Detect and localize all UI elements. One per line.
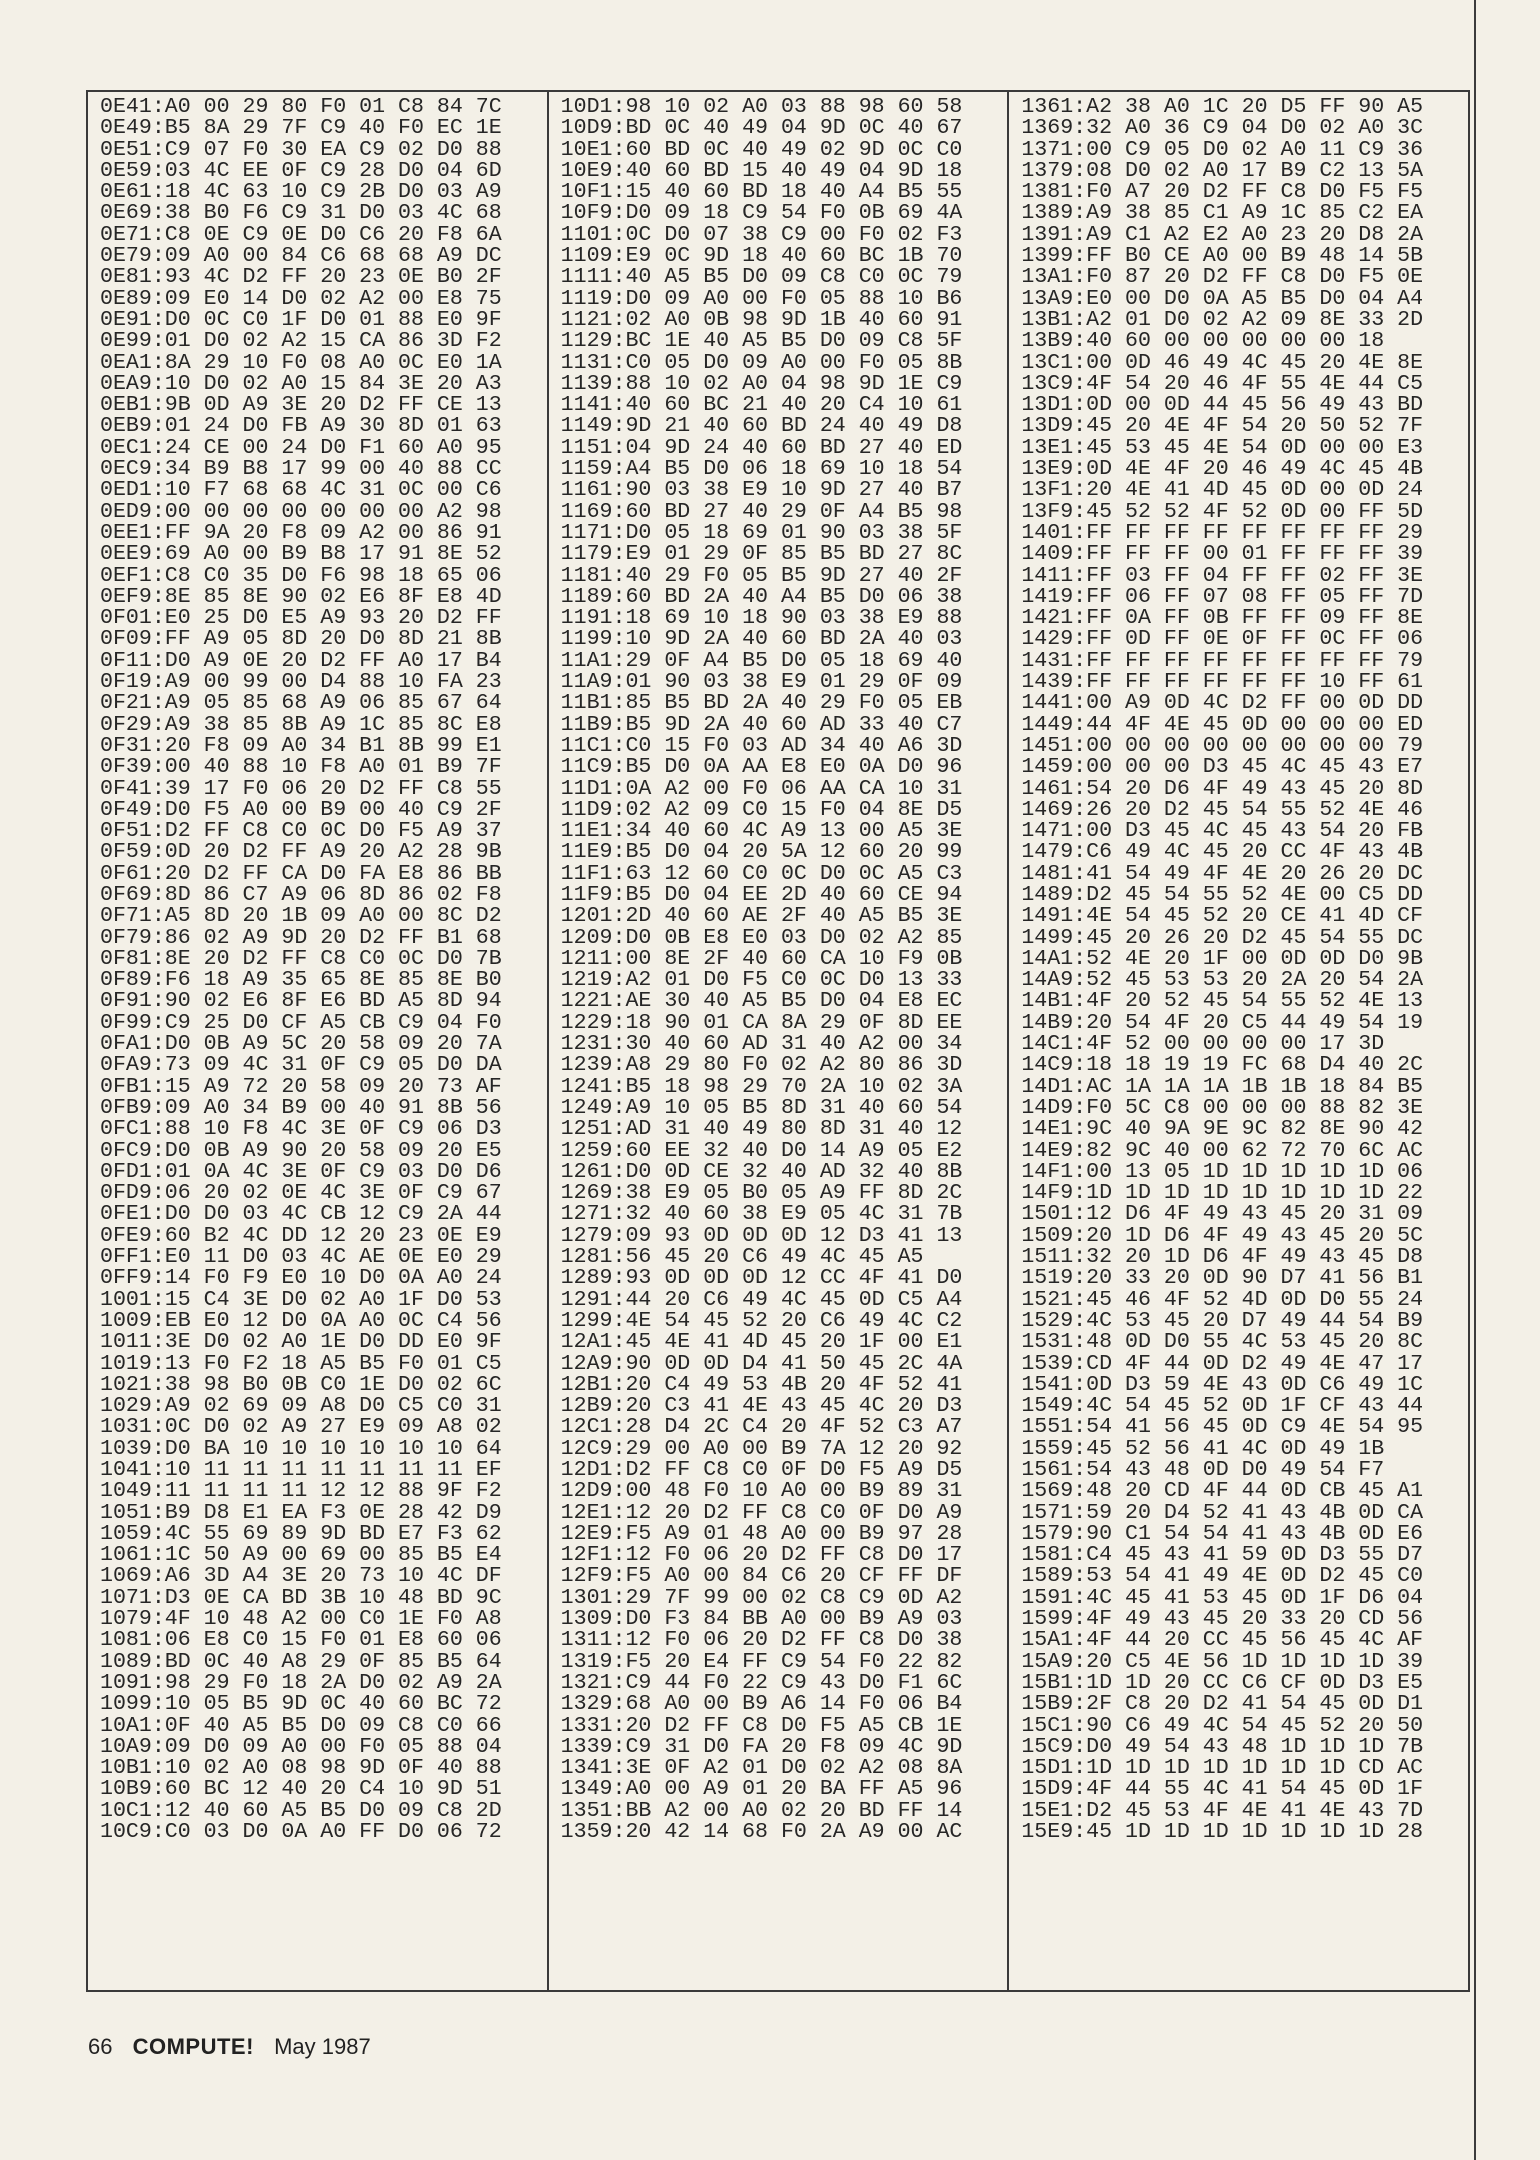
listing-line: 1091:98 29 F0 18 2A D0 02 A9 2A xyxy=(100,1670,502,1695)
listing-line: 14F9:1D 1D 1D 1D 1D 1D 1D 1D 22 xyxy=(1021,1181,1424,1206)
listing-line: 1429:FF 0D FF 0E 0F FF 0C FF 06 xyxy=(1021,627,1424,652)
listing-line: 13A9:E0 00 D0 0A A5 B5 D0 04 A4 xyxy=(1021,286,1424,311)
listing-line: 15B9:2F C8 20 D2 41 54 45 0D D1 xyxy=(1021,1692,1424,1717)
listing-line: 1571:59 20 D4 52 41 43 4B 0D CA xyxy=(1021,1500,1424,1525)
listing-line: 0ED9:00 00 00 00 00 00 00 A2 98 xyxy=(100,499,502,524)
listing-line: 0E99:01 D0 02 A2 15 CA 86 3D F2 xyxy=(100,329,502,354)
listing-line: 10D1:98 10 02 A0 03 88 98 60 58 xyxy=(560,95,963,119)
listing-line: 10B1:10 02 A0 08 98 9D 0F 40 88 xyxy=(100,1756,502,1781)
listing-line: 15D1:1D 1D 1D 1D 1D 1D 1D CD AC xyxy=(1021,1756,1424,1781)
listing-line: 0E59:03 4C EE 0F C9 28 D0 04 6D xyxy=(100,158,502,183)
listing-line: 1301:29 7F 99 00 02 C8 C9 0D A2 xyxy=(560,1585,963,1610)
listing-line: 11B9:B5 9D 2A 40 60 AD 33 40 C7 xyxy=(560,712,963,737)
listing-line: 1151:04 9D 24 40 60 BD 27 40 ED xyxy=(560,435,963,460)
listing-line: 1229:18 90 01 CA 8A 29 0F 8D EE xyxy=(560,1010,963,1035)
listing-line: 11F9:B5 D0 04 EE 2D 40 60 CE 94 xyxy=(560,882,963,907)
listing-line: 10F9:D0 09 18 C9 54 F0 0B 69 4A xyxy=(560,201,963,226)
listing-line: 1081:06 E8 C0 15 F0 01 E8 60 06 xyxy=(100,1628,502,1653)
listing-line: 0FE1:D0 D0 03 4C CB 12 C9 2A 44 xyxy=(100,1202,502,1227)
listing-line: 1391:A9 C1 A2 E2 A0 23 20 D8 2A xyxy=(1021,222,1424,247)
listing-line: 1449:44 4F 4E 45 0D 00 00 00 ED xyxy=(1021,712,1424,737)
listing-line: 1319:F5 20 E4 FF C9 54 F0 22 82 xyxy=(560,1649,963,1674)
listing-line: 1189:60 BD 2A 40 A4 B5 D0 06 38 xyxy=(560,584,963,609)
listing-line: 13C1:00 0D 46 49 4C 45 20 4E 8E xyxy=(1021,350,1424,375)
listing-line: 14D1:AC 1A 1A 1A 1B 1B 18 84 B5 xyxy=(1021,1074,1424,1099)
page-edge-rule xyxy=(1474,0,1476,2160)
listing-line: 0E41:A0 00 29 80 F0 01 C8 84 7C xyxy=(100,95,502,119)
listing-line: 12C1:28 D4 2C C4 20 4F 52 C3 A7 xyxy=(560,1415,963,1440)
listing-line: 1239:A8 29 80 F0 02 A2 80 86 3D xyxy=(560,1053,963,1078)
listing-line: 0F49:D0 F5 A0 00 B9 00 40 C9 2F xyxy=(100,797,502,822)
listing-line: 1369:32 A0 36 C9 04 D0 02 A0 3C xyxy=(1021,116,1424,141)
listing-line: 1259:60 EE 32 40 D0 14 A9 05 E2 xyxy=(560,1138,963,1163)
listing-line: 1059:4C 55 69 89 9D BD E7 F3 62 xyxy=(100,1521,502,1546)
listing-line: 13D9:45 20 4E 4F 54 20 50 52 7F xyxy=(1021,414,1424,439)
listing-line: 1079:4F 10 48 A2 00 C0 1E F0 A8 xyxy=(100,1607,502,1632)
listing-line: 1411:FF 03 FF 04 FF FF 02 FF 3E xyxy=(1021,563,1424,588)
listing-line: 12A9:90 0D 0D D4 41 50 45 2C 4A xyxy=(560,1351,963,1376)
listing-line: 1199:10 9D 2A 40 60 BD 2A 40 03 xyxy=(560,627,963,652)
listing-line: 1561:54 43 48 0D D0 49 54 F7 xyxy=(1021,1458,1385,1482)
listing-line: 1299:4E 54 45 52 20 C6 49 4C C2 xyxy=(560,1308,963,1333)
listing-line: 0F89:F6 18 A9 35 65 8E 85 8E B0 xyxy=(100,968,502,993)
listing-line: 1509:20 1D D6 4F 49 43 45 20 5C xyxy=(1021,1223,1424,1248)
listing-line: 1489:D2 45 54 55 52 4E 00 C5 DD xyxy=(1021,882,1424,907)
listing-line: 1169:60 BD 27 40 29 0F A4 B5 98 xyxy=(560,499,963,524)
listing-line: 1309:D0 F3 84 BB A0 00 B9 A9 03 xyxy=(560,1607,963,1632)
listing-line: 11C1:C0 15 F0 03 AD 34 40 A6 3D xyxy=(560,733,963,758)
listing-line: 10A1:0F 40 A5 B5 D0 09 C8 C0 66 xyxy=(100,1713,502,1738)
listing-line: 1019:13 F0 F2 18 A5 B5 F0 01 C5 xyxy=(100,1351,502,1376)
listing-line: 11A1:29 0F A4 B5 D0 05 18 69 40 xyxy=(560,648,963,673)
listing-line: 0F29:A9 38 85 8B A9 1C 85 8C E8 xyxy=(100,712,502,737)
listing-line: 1111:40 A5 B5 D0 09 C8 C0 0C 79 xyxy=(560,265,963,290)
issue-date: May 1987 xyxy=(274,2034,371,2059)
listing-line: 1139:88 10 02 A0 04 98 9D 1E C9 xyxy=(560,371,963,396)
listing-line: 10B9:60 BC 12 40 20 C4 10 9D 51 xyxy=(100,1777,502,1802)
listing-line: 1599:4F 49 43 45 20 33 20 CD 56 xyxy=(1021,1607,1424,1632)
listing-line: 11E9:B5 D0 04 20 5A 12 60 20 99 xyxy=(560,840,963,865)
listing-line: 0FA1:D0 0B A9 5C 20 58 09 20 7A xyxy=(100,1032,502,1057)
listing-line: 1381:F0 A7 20 D2 FF C8 D0 F5 F5 xyxy=(1021,180,1424,205)
listing-line: 1341:3E 0F A2 01 D0 02 A2 08 8A xyxy=(560,1756,963,1781)
listing-line: 11B1:85 B5 BD 2A 40 29 F0 05 EB xyxy=(560,691,963,716)
listing-line: 1159:A4 B5 D0 06 18 69 10 18 54 xyxy=(560,457,963,482)
listing-line: 11D9:02 A2 09 C0 15 F0 04 8E D5 xyxy=(560,797,963,822)
listing-line: 0E81:93 4C D2 FF 20 23 0E B0 2F xyxy=(100,265,502,290)
listing-line: 10C1:12 40 60 A5 B5 D0 09 C8 2D xyxy=(100,1798,502,1823)
listing-line: 1109:E9 0C 9D 18 40 60 BC 1B 70 xyxy=(560,244,963,269)
listing-line: 0F81:8E 20 D2 FF C8 C0 0C D0 7B xyxy=(100,946,502,971)
listing-line: 0F11:D0 A9 0E 20 D2 FF A0 17 B4 xyxy=(100,648,502,673)
listing-line: 1289:93 0D 0D 0D 12 CC 4F 41 D0 xyxy=(560,1266,963,1291)
listing-line: 1589:53 54 41 49 4E 0D D2 45 C0 xyxy=(1021,1564,1424,1589)
listing-line: 1409:FF FF FF 00 01 FF FF FF 39 xyxy=(1021,542,1424,567)
page-footer xyxy=(88,2034,371,2060)
listing-line: 1121:02 A0 0B 98 9D 1B 40 60 91 xyxy=(560,307,963,332)
listing-line: 0FC9:D0 0B A9 90 20 58 09 20 E5 xyxy=(100,1138,502,1163)
listing-line: 1461:54 20 D6 4F 49 43 45 20 8D xyxy=(1021,776,1424,801)
listing-line: 1029:A9 02 69 09 A8 D0 C5 C0 31 xyxy=(100,1394,502,1419)
listing-line: 0F19:A9 00 99 00 D4 88 10 FA 23 xyxy=(100,670,502,695)
listing-line: 1069:A6 3D A4 3E 20 73 10 4C DF xyxy=(100,1564,502,1589)
listing-line: 0FD1:01 0A 4C 3E 0F C9 03 D0 D6 xyxy=(100,1159,502,1184)
listing-line: 10C9:C0 03 D0 0A A0 FF D0 06 72 xyxy=(100,1820,502,1845)
listing-line: 1031:0C D0 02 A9 27 E9 09 A8 02 xyxy=(100,1415,502,1440)
listing-line: 1349:A0 00 A9 01 20 BA FF A5 96 xyxy=(560,1777,963,1802)
listing-line: 1179:E9 01 29 0F 85 B5 BD 27 8C xyxy=(560,542,963,567)
listing-line: 14A9:52 45 53 53 20 2A 20 54 2A xyxy=(1021,968,1424,993)
listing-line: 1279:09 93 0D 0D 0D 12 D3 41 13 xyxy=(560,1223,963,1248)
listing-line: 1251:AD 31 40 49 80 8D 31 40 12 xyxy=(560,1117,963,1142)
listing-line: 1221:AE 30 40 A5 B5 D0 04 E8 EC xyxy=(560,989,963,1014)
listing-line: 1529:4C 53 45 20 D7 49 44 54 B9 xyxy=(1021,1308,1424,1333)
listing-line: 0ED1:10 F7 68 68 4C 31 0C 00 C6 xyxy=(100,478,502,503)
listing-line: 1579:90 C1 54 54 41 43 4B 0D E6 xyxy=(1021,1521,1424,1546)
listing-line: 1219:A2 01 D0 F5 C0 0C D0 13 33 xyxy=(560,968,963,993)
listing-line: 13A1:F0 87 20 D2 FF C8 D0 F5 0E xyxy=(1021,265,1424,290)
listing-line: 14D9:F0 5C C8 00 00 00 88 82 3E xyxy=(1021,1095,1424,1120)
listing-line: 1401:FF FF FF FF FF FF FF FF 29 xyxy=(1021,520,1424,545)
listing-line: 1399:FF B0 CE A0 00 B9 48 14 5B xyxy=(1021,244,1424,269)
listing-line: 0FB1:15 A9 72 20 58 09 20 73 AF xyxy=(100,1074,502,1099)
listing-line: 1001:15 C4 3E D0 02 A0 1F D0 53 xyxy=(100,1287,502,1312)
listing-line: 0E61:18 4C 63 10 C9 2B D0 03 A9 xyxy=(100,180,502,205)
listing-line: 0FB9:09 A0 34 B9 00 40 91 8B 56 xyxy=(100,1095,502,1120)
listing-line: 1051:B9 D8 E1 EA F3 0E 28 42 D9 xyxy=(100,1500,502,1525)
listing-line: 1021:38 98 B0 0B C0 1E D0 02 6C xyxy=(100,1372,502,1397)
listing-line: 1271:32 40 60 38 E9 05 4C 31 7B xyxy=(560,1202,963,1227)
listing-line: 0F79:86 02 A9 9D 20 D2 FF B1 68 xyxy=(100,925,502,950)
listing-line: 13F9:45 52 52 4F 52 0D 00 FF 5D xyxy=(1021,499,1424,524)
listing-line: 12B9:20 C3 41 4E 43 45 4C 20 D3 xyxy=(560,1394,963,1419)
listing-line: 1269:38 E9 05 B0 05 A9 FF 8D 2C xyxy=(560,1181,963,1206)
program-listing xyxy=(86,90,1470,1992)
listing-line: 0F99:C9 25 D0 CF A5 CB C9 04 F0 xyxy=(100,1010,502,1035)
listing-line: 1539:CD 4F 44 0D D2 49 4E 47 17 xyxy=(1021,1351,1424,1376)
listing-line: 1389:A9 38 85 C1 A9 1C 85 C2 EA xyxy=(1021,201,1424,226)
listing-line: 1479:C6 49 4C 45 20 CC 4F 43 4B xyxy=(1021,840,1424,865)
listing-line: 1521:45 46 4F 52 4D 0D D0 55 24 xyxy=(1021,1287,1424,1312)
listing-line: 1331:20 D2 FF C8 D0 F5 A5 CB 1E xyxy=(560,1713,963,1738)
listing-line: 12D9:00 48 F0 10 A0 00 B9 89 31 xyxy=(560,1479,963,1504)
listing-line: 1439:FF FF FF FF FF FF 10 FF 61 xyxy=(1021,670,1424,695)
listing-line: 1559:45 52 56 41 4C 0D 49 1B xyxy=(1021,1436,1385,1461)
listing-line: 1421:FF 0A FF 0B FF FF 09 FF 8E xyxy=(1021,606,1424,631)
listing-line: 1061:1C 50 A9 00 69 00 85 B5 E4 xyxy=(100,1543,502,1568)
listing-line: 15A9:20 C5 4E 56 1D 1D 1D 1D 39 xyxy=(1021,1649,1424,1674)
listing-line: 0F21:A9 05 85 68 A9 06 85 67 64 xyxy=(100,691,502,716)
listing-line: 1519:20 33 20 0D 90 D7 41 56 B1 xyxy=(1021,1266,1424,1291)
listing-line: 12D1:D2 FF C8 C0 0F D0 F5 A9 D5 xyxy=(560,1458,963,1482)
listing-line: 14E1:9C 40 9A 9E 9C 82 8E 90 42 xyxy=(1021,1117,1424,1142)
listing-line: 0EA9:10 D0 02 A0 15 84 3E 20 A3 xyxy=(100,371,502,396)
listing-line: 1009:EB E0 12 D0 0A A0 0C C4 56 xyxy=(100,1308,502,1333)
listing-line: 1071:D3 0E CA BD 3B 10 48 BD 9C xyxy=(100,1585,502,1610)
listing-line: 1131:C0 05 D0 09 A0 00 F0 05 8B xyxy=(560,350,963,375)
listing-line: 0F69:8D 86 C7 A9 06 8D 86 02 F8 xyxy=(100,882,502,907)
listing-line: 0FA9:73 09 4C 31 0F C9 05 D0 DA xyxy=(100,1053,502,1078)
listing-line: 1541:0D D3 59 4E 43 0D C6 49 1C xyxy=(1021,1372,1424,1397)
listing-line: 12C9:29 00 A0 00 B9 7A 12 20 92 xyxy=(560,1436,963,1461)
listing-line: 0EF1:C8 C0 35 D0 F6 98 18 65 06 xyxy=(100,563,502,588)
listing-line: 1011:3E D0 02 A0 1E D0 DD E0 9F xyxy=(100,1330,502,1355)
listing-line: 15C9:D0 49 54 43 48 1D 1D 1D 7B xyxy=(1021,1734,1424,1759)
listing-line: 14E9:82 9C 40 00 62 72 70 6C AC xyxy=(1021,1138,1424,1163)
listing-line: 1249:A9 10 05 B5 8D 31 40 60 54 xyxy=(560,1095,963,1120)
listing-line: 1581:C4 45 43 41 59 0D D3 55 D7 xyxy=(1021,1543,1424,1568)
listing-line: 1469:26 20 D2 45 54 55 52 4E 46 xyxy=(1021,797,1424,822)
listing-column-2 xyxy=(547,92,1008,1990)
listing-line: 0EA1:8A 29 10 F0 08 A0 0C E0 1A xyxy=(100,350,502,375)
listing-line: 13C9:4F 54 20 46 4F 55 4E 44 C5 xyxy=(1021,371,1424,396)
listing-line: 1551:54 41 56 45 0D C9 4E 54 95 xyxy=(1021,1415,1424,1440)
listing-line: 12A1:45 4E 41 4D 45 20 1F 00 E1 xyxy=(560,1330,963,1355)
listing-line: 0F59:0D 20 D2 FF A9 20 A2 28 9B xyxy=(100,840,502,865)
listing-line: 1499:45 20 26 20 D2 45 54 55 DC xyxy=(1021,925,1424,950)
listing-line: 1511:32 20 1D D6 4F 49 43 45 D8 xyxy=(1021,1245,1424,1270)
listing-line: 11A9:01 90 03 38 E9 01 29 0F 09 xyxy=(560,670,963,695)
listing-line: 15B1:1D 1D 20 CC C6 CF 0D D3 E5 xyxy=(1021,1670,1424,1695)
listing-line: 0E79:09 A0 00 84 C6 68 68 A9 DC xyxy=(100,244,502,269)
listing-line: 0E51:C9 07 F0 30 EA C9 02 D0 88 xyxy=(100,137,502,162)
listing-line: 1379:08 D0 02 A0 17 B9 C2 13 5A xyxy=(1021,158,1424,183)
listing-line: 0EC9:34 B9 B8 17 99 00 40 88 CC xyxy=(100,457,502,482)
listing-line: 0F39:00 40 88 10 F8 A0 01 B9 7F xyxy=(100,755,502,780)
listing-line: 1351:BB A2 00 A0 02 20 BD FF 14 xyxy=(560,1798,963,1823)
listing-line: 1101:0C D0 07 38 C9 00 F0 02 F3 xyxy=(560,222,963,247)
listing-line: 1501:12 D6 4F 49 43 45 20 31 09 xyxy=(1021,1202,1424,1227)
listing-line: 1039:D0 BA 10 10 10 10 10 10 64 xyxy=(100,1436,502,1461)
listing-line: 1281:56 45 20 C6 49 4C 45 A5 xyxy=(560,1245,924,1270)
listing-line: 1441:00 A9 0D 4C D2 FF 00 0D DD xyxy=(1021,691,1424,716)
listing-line: 1119:D0 09 A0 00 F0 05 88 10 B6 xyxy=(560,286,963,311)
listing-column-1 xyxy=(88,92,547,1990)
listing-line: 13E1:45 53 45 4E 54 0D 00 00 E3 xyxy=(1021,435,1424,460)
listing-line: 10D9:BD 0C 40 49 04 9D 0C 40 67 xyxy=(560,116,963,141)
listing-line: 12E9:F5 A9 01 48 A0 00 B9 97 28 xyxy=(560,1521,963,1546)
listing-line: 14A1:52 4E 20 1F 00 0D 0D D0 9B xyxy=(1021,946,1424,971)
listing-line: 1361:A2 38 A0 1C 20 D5 FF 90 A5 xyxy=(1021,95,1424,119)
listing-line: 1149:9D 21 40 60 BD 24 40 49 D8 xyxy=(560,414,963,439)
magazine-name: COMPUTE! xyxy=(132,2034,254,2059)
listing-line: 1141:40 60 BC 21 40 20 C4 10 61 xyxy=(560,393,963,418)
listing-line: 1181:40 29 F0 05 B5 9D 27 40 2F xyxy=(560,563,963,588)
listing-line: 10E1:60 BD 0C 40 49 02 9D 0C C0 xyxy=(560,137,963,162)
listing-line: 0FC1:88 10 F8 4C 3E 0F C9 06 D3 xyxy=(100,1117,502,1142)
listing-line: 15C1:90 C6 49 4C 54 45 52 20 50 xyxy=(1021,1713,1424,1738)
listing-line: 1099:10 05 B5 9D 0C 40 60 BC 72 xyxy=(100,1692,502,1717)
listing-line: 1451:00 00 00 00 00 00 00 00 79 xyxy=(1021,733,1424,758)
listing-line: 1591:4C 45 41 53 45 0D 1F D6 04 xyxy=(1021,1585,1424,1610)
listing-line: 1209:D0 0B E8 E0 03 D0 02 A2 85 xyxy=(560,925,963,950)
listing-line: 13D1:0D 00 0D 44 45 56 49 43 BD xyxy=(1021,393,1424,418)
listing-line: 1371:00 C9 05 D0 02 A0 11 C9 36 xyxy=(1021,137,1424,162)
listing-line: 15E1:D2 45 53 4F 4E 41 4E 43 7D xyxy=(1021,1798,1424,1823)
listing-line: 0FE9:60 B2 4C DD 12 20 23 0E E9 xyxy=(100,1223,502,1248)
listing-line: 14B9:20 54 4F 20 C5 44 49 54 19 xyxy=(1021,1010,1424,1035)
listing-line: 1231:30 40 60 AD 31 40 A2 00 34 xyxy=(560,1032,963,1057)
listing-line: 0EE1:FF 9A 20 F8 09 A2 00 86 91 xyxy=(100,520,502,545)
listing-line: 1291:44 20 C6 49 4C 45 0D C5 A4 xyxy=(560,1287,963,1312)
listing-line: 1569:48 20 CD 4F 44 0D CB 45 A1 xyxy=(1021,1479,1424,1504)
listing-line: 0E49:B5 8A 29 7F C9 40 F0 EC 1E xyxy=(100,116,502,141)
listing-line: 1041:10 11 11 11 11 11 11 11 EF xyxy=(100,1458,502,1482)
listing-line: 1171:D0 05 18 69 01 90 03 38 5F xyxy=(560,520,963,545)
listing-line: 1419:FF 06 FF 07 08 FF 05 FF 7D xyxy=(1021,584,1424,609)
listing-line: 0E91:D0 0C C0 1F D0 01 88 E0 9F xyxy=(100,307,502,332)
listing-line: 1329:68 A0 00 B9 A6 14 F0 06 B4 xyxy=(560,1692,963,1717)
listing-line: 13B9:40 60 00 00 00 00 00 18 xyxy=(1021,329,1385,354)
listing-line: 14B1:4F 20 52 45 54 55 52 4E 13 xyxy=(1021,989,1424,1014)
listing-line: 0F61:20 D2 FF CA D0 FA E8 86 BB xyxy=(100,861,502,886)
listing-line: 0F71:A5 8D 20 1B 09 A0 00 8C D2 xyxy=(100,904,502,929)
listing-line: 1549:4C 54 45 52 0D 1F CF 43 44 xyxy=(1021,1394,1424,1419)
listing-line: 0EC1:24 CE 00 24 D0 F1 60 A0 95 xyxy=(100,435,502,460)
listing-line: 1459:00 00 00 D3 45 4C 45 43 E7 xyxy=(1021,755,1424,780)
listing-line: 13B1:A2 01 D0 02 A2 09 8E 33 2D xyxy=(1021,307,1424,332)
listing-line: 1241:B5 18 98 29 70 2A 10 02 3A xyxy=(560,1074,963,1099)
listing-line: 0F31:20 F8 09 A0 34 B1 8B 99 E1 xyxy=(100,733,502,758)
listing-line: 1471:00 D3 45 4C 45 43 54 20 FB xyxy=(1021,819,1424,844)
listing-line: 0F01:E0 25 D0 E5 A9 93 20 D2 FF xyxy=(100,606,502,631)
listing-line: 1049:11 11 11 11 12 12 88 9F F2 xyxy=(100,1479,502,1504)
listing-line: 12F9:F5 A0 00 84 C6 20 CF FF DF xyxy=(560,1564,963,1589)
listing-line: 0F91:90 02 E6 8F E6 BD A5 8D 94 xyxy=(100,989,502,1014)
listing-line: 11D1:0A A2 00 F0 06 AA CA 10 31 xyxy=(560,776,963,801)
listing-line: 15A1:4F 44 20 CC 45 56 45 4C AF xyxy=(1021,1628,1424,1653)
listing-line: 1431:FF FF FF FF FF FF FF FF 79 xyxy=(1021,648,1424,673)
listing-line: 10F1:15 40 60 BD 18 40 A4 B5 55 xyxy=(560,180,963,205)
listing-line: 1191:18 69 10 18 90 03 38 E9 88 xyxy=(560,606,963,631)
page-number: 66 xyxy=(88,2034,113,2059)
listing-column-3 xyxy=(1007,92,1468,1990)
listing-line: 1161:90 03 38 E9 10 9D 27 40 B7 xyxy=(560,478,963,503)
listing-line: 0FF1:E0 11 D0 03 4C AE 0E E0 29 xyxy=(100,1245,502,1270)
listing-line: 0F09:FF A9 05 8D 20 D0 8D 21 8B xyxy=(100,627,502,652)
listing-line: 0EB9:01 24 D0 FB A9 30 8D 01 63 xyxy=(100,414,502,439)
listing-line: 10E9:40 60 BD 15 40 49 04 9D 18 xyxy=(560,158,963,183)
listing-line: 0FF9:14 F0 F9 E0 10 D0 0A A0 24 xyxy=(100,1266,502,1291)
listing-line: 0E89:09 E0 14 D0 02 A2 00 E8 75 xyxy=(100,286,502,311)
listing-line: 1089:BD 0C 40 A8 29 0F 85 B5 64 xyxy=(100,1649,502,1674)
listing-line: 13F1:20 4E 41 4D 45 0D 00 0D 24 xyxy=(1021,478,1424,503)
listing-line: 0EF9:8E 85 8E 90 02 E6 8F E8 4D xyxy=(100,584,502,609)
listing-line: 1201:2D 40 60 AE 2F 40 A5 B5 3E xyxy=(560,904,963,929)
listing-line: 1339:C9 31 D0 FA 20 F8 09 4C 9D xyxy=(560,1734,963,1759)
listing-line: 15E9:45 1D 1D 1D 1D 1D 1D 1D 28 xyxy=(1021,1820,1424,1845)
listing-line: 0E69:38 B0 F6 C9 31 D0 03 4C 68 xyxy=(100,201,502,226)
listing-line: 12B1:20 C4 49 53 4B 20 4F 52 41 xyxy=(560,1372,963,1397)
listing-line: 1491:4E 54 45 52 20 CE 41 4D CF xyxy=(1021,904,1424,929)
listing-line: 15D9:4F 44 55 4C 41 54 45 0D 1F xyxy=(1021,1777,1424,1802)
listing-line: 11C9:B5 D0 0A AA E8 E0 0A D0 96 xyxy=(560,755,963,780)
listing-line: 1261:D0 0D CE 32 40 AD 32 40 8B xyxy=(560,1159,963,1184)
listing-line: 12E1:12 20 D2 FF C8 C0 0F D0 A9 xyxy=(560,1500,963,1525)
listing-line: 1359:20 42 14 68 F0 2A A9 00 AC xyxy=(560,1820,963,1845)
listing-line: 12F1:12 F0 06 20 D2 FF C8 D0 17 xyxy=(560,1543,963,1568)
listing-line: 14F1:00 13 05 1D 1D 1D 1D 1D 06 xyxy=(1021,1159,1424,1184)
listing-line: 13E9:0D 4E 4F 20 46 49 4C 45 4B xyxy=(1021,457,1424,482)
listing-line: 1211:00 8E 2F 40 60 CA 10 F9 0B xyxy=(560,946,963,971)
listing-line: 14C9:18 18 19 19 FC 68 D4 40 2C xyxy=(1021,1053,1424,1078)
listing-line: 11F1:63 12 60 C0 0C D0 0C A5 C3 xyxy=(560,861,963,886)
listing-line: 0FD9:06 20 02 0E 4C 3E 0F C9 67 xyxy=(100,1181,502,1206)
listing-line: 1129:BC 1E 40 A5 B5 D0 09 C8 5F xyxy=(560,329,963,354)
listing-line: 0EE9:69 A0 00 B9 B8 17 91 8E 52 xyxy=(100,542,502,567)
listing-line: 1481:41 54 49 4F 4E 20 26 20 DC xyxy=(1021,861,1424,886)
listing-line: 1321:C9 44 F0 22 C9 43 D0 F1 6C xyxy=(560,1670,963,1695)
listing-line: 0EB1:9B 0D A9 3E 20 D2 FF CE 13 xyxy=(100,393,502,418)
listing-line: 0F41:39 17 F0 06 20 D2 FF C8 55 xyxy=(100,776,502,801)
listing-line: 1311:12 F0 06 20 D2 FF C8 D0 38 xyxy=(560,1628,963,1653)
listing-line: 10A9:09 D0 09 A0 00 F0 05 88 04 xyxy=(100,1734,502,1759)
listing-line: 0E71:C8 0E C9 0E D0 C6 20 F8 6A xyxy=(100,222,502,247)
listing-line: 1531:48 0D D0 55 4C 53 45 20 8C xyxy=(1021,1330,1424,1355)
listing-line: 11E1:34 40 60 4C A9 13 00 A5 3E xyxy=(560,819,963,844)
listing-line: 14C1:4F 52 00 00 00 00 17 3D xyxy=(1021,1032,1385,1057)
listing-line: 0F51:D2 FF C8 C0 0C D0 F5 A9 37 xyxy=(100,819,502,844)
